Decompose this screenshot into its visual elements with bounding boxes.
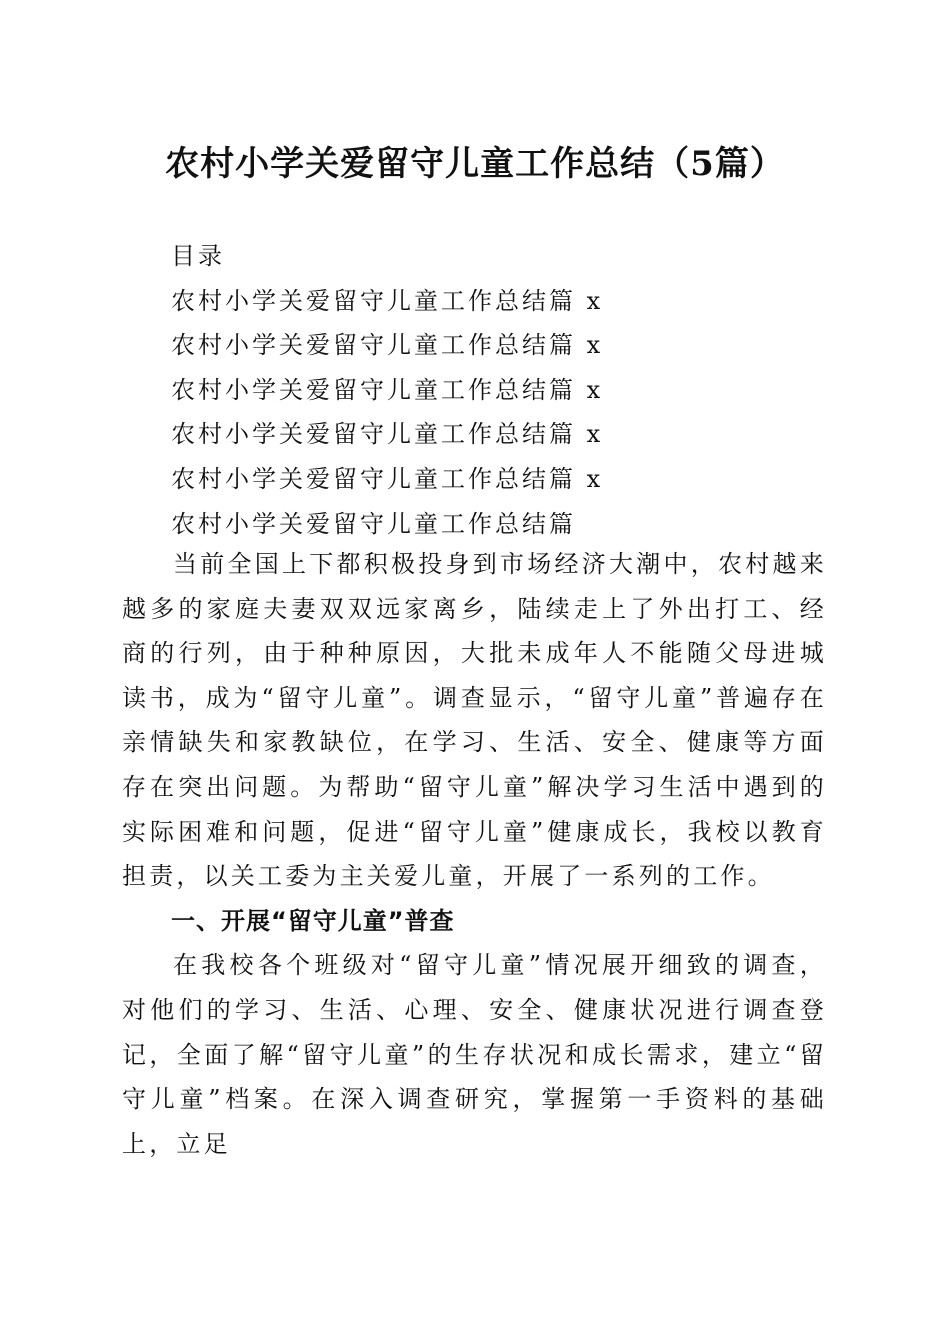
body-paragraph: 在我校各个班级对“留守儿童”情况展开细致的调查，对他们的学习、生活、心理、安全、健康状况进行调查登记，全面了解“留守儿童”的生存状况和成长需求，建立“留守儿童”档案。在深入调查研究，掌握第一手资料的基础上，立足 <box>122 951 827 1158</box>
toc-heading: 目录 <box>171 242 225 270</box>
document-body <box>122 542 827 1166</box>
toc-entry[interactable]: 农村小学关爱留守儿童工作总结篇 x <box>171 420 604 449</box>
toc-entry[interactable]: 农村小学关爱留守儿童工作总结篇 x <box>171 331 604 360</box>
table-of-contents <box>171 234 871 546</box>
toc-entry[interactable]: 农村小学关爱留守儿童工作总结篇 <box>171 509 576 538</box>
document-title: 农村小学关爱留守儿童工作总结（5篇） <box>165 144 785 184</box>
section-heading: 一、开展“留守儿童”普查 <box>171 906 455 935</box>
toc-entry[interactable]: 农村小学关爱留守儿童工作总结篇 x <box>171 375 604 404</box>
toc-entry[interactable]: 农村小学关爱留守儿童工作总结篇 x <box>171 464 604 493</box>
toc-entry[interactable]: 农村小学关爱留守儿童工作总结篇 x <box>171 286 604 315</box>
body-paragraph: 当前全国上下都积极投身到市场经济大潮中，农村越来越多的家庭夫妻双双远家离乡，陆续走上了外出打工、经商的行列，由于种种原因，大批未成年人不能随父母进城读书，成为“留守儿童”。调查显示，“留守儿童”普遍存在亲情缺失和家教缺位，在学习、生活、安全、健康等方面存在突出问题。为帮助“留守儿童”解决学习生活中遇到的实际困难和问题，促进“留守儿童”健康成长，我校以教育担责，以关工委为主关爱儿童，开展了一系列的工作。 <box>122 550 827 891</box>
